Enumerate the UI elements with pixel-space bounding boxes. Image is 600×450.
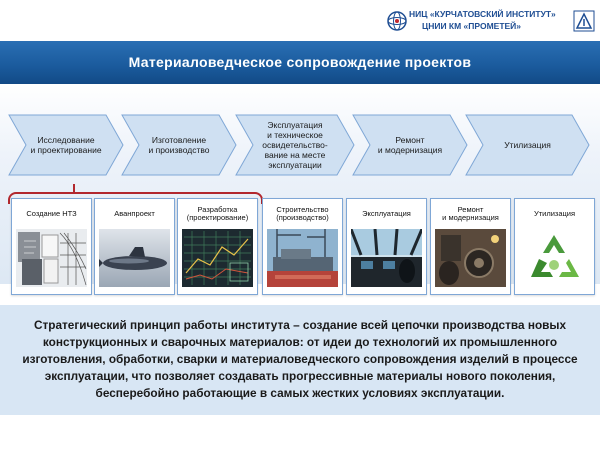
stage-manufacturing [121, 114, 237, 176]
org-name-primary: НИЦ «КУРЧАТОВСКИЙ ИНСТИТУТ» [409, 9, 556, 19]
summary-text: Стратегический принцип работы института – создание всей цепочки производства новых конструкционных и сварочных материалов: от идеи до технологий их промышленного изготовления, обработки, сварки и материаловедческого сопровождения изделий в процессе эксплуатации, что позволяет создавать прогрессивные материалы нового поколения, бесперебойно работающие в самых жестких условиях эксплуатации. [22, 318, 578, 400]
card-operation [346, 198, 427, 295]
card-disposal [514, 198, 595, 295]
card-create-ntz [11, 198, 92, 295]
blueprint-drawings-image [16, 229, 87, 287]
stage-label: Исследование и проектирование [30, 135, 102, 155]
card-title: Разработка (проектирование) [186, 204, 249, 222]
org-name-secondary: ЦНИИ КМ «ПРОМЕТЕЙ» [422, 21, 522, 31]
prometey-emblem-icon [573, 10, 595, 32]
card-title: Создание НТЗ [26, 208, 77, 218]
recycling-symbol-image [519, 229, 590, 287]
card-title: Эксплуатация [362, 208, 411, 218]
submarine-model-image [99, 229, 170, 287]
card-title: Аванпроект [114, 208, 155, 218]
stage-label: Эксплуатация и техническое освидетельство- вание на месте эксплуатации [262, 120, 328, 170]
title-bar [0, 41, 600, 84]
repair-workshop-image [435, 229, 506, 287]
shipyard-construction-image [267, 229, 338, 287]
stage-research [8, 114, 124, 176]
card-construction [262, 198, 343, 295]
card-title: Строительство (производство) [276, 204, 329, 222]
stage-label: Изготовление и производство [148, 135, 210, 155]
card-repair [430, 198, 511, 295]
card-title: Утилизация [533, 208, 576, 218]
stage-repair [352, 114, 468, 176]
summary-panel [0, 305, 600, 415]
stage-operation [235, 114, 355, 176]
ship-bridge-operation-image [351, 229, 422, 287]
card-design-development [177, 198, 258, 295]
page-title: Материаловедческое сопровождение проектов [128, 54, 472, 70]
kurchatov-emblem-icon [387, 10, 407, 32]
stage-label: Утилизация [504, 140, 551, 150]
card-preliminary-design [94, 198, 175, 295]
stage-disposal [465, 114, 590, 176]
institute-logo [387, 6, 595, 36]
design-screens-image [182, 229, 253, 287]
card-title: Ремонт и модернизация [442, 204, 499, 222]
stage-label: Ремонт и модернизация [377, 135, 443, 155]
